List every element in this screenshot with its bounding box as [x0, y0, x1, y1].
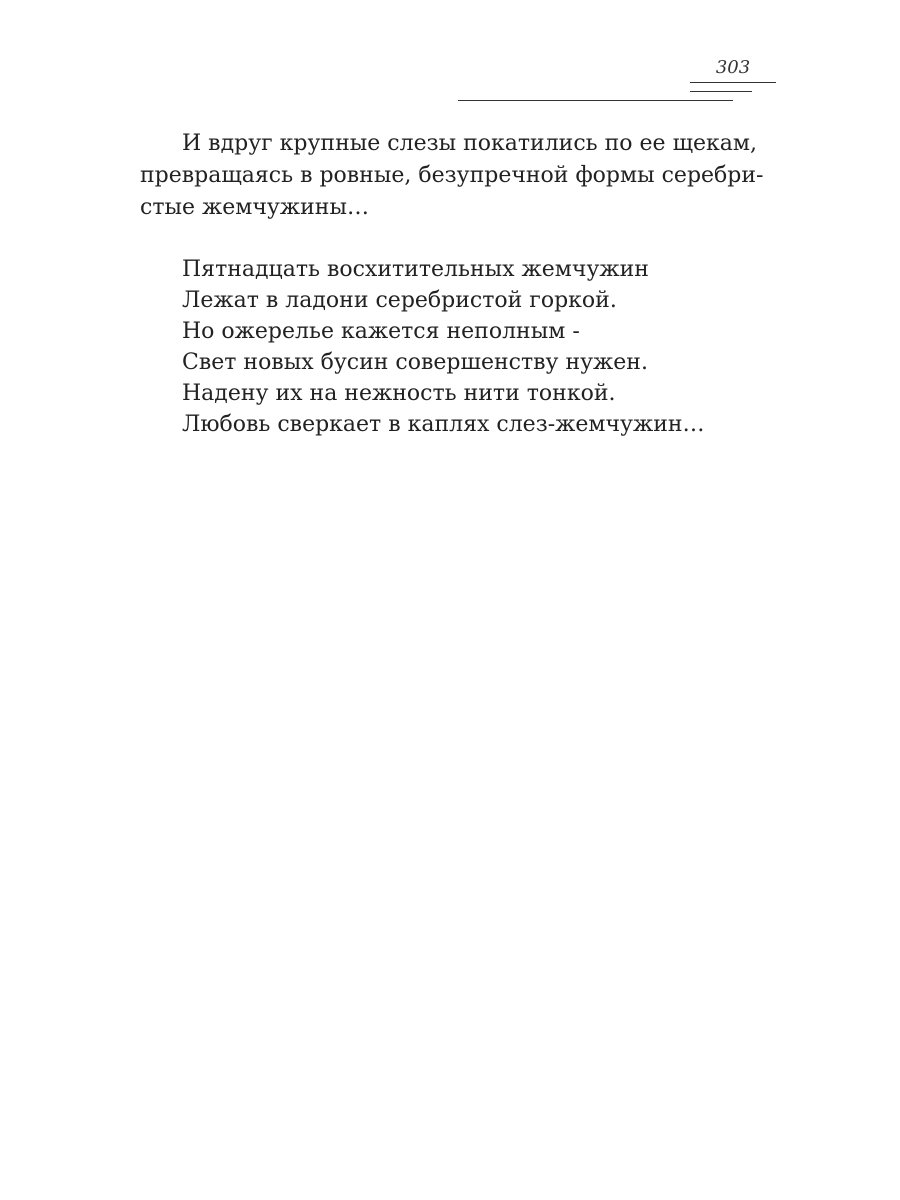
paragraph-line: превращаясь в ровные, безупречной формы серебри- — [140, 163, 764, 188]
page-body — [140, 128, 780, 440]
poem-stanza — [140, 254, 780, 440]
header-rule-long — [458, 100, 733, 101]
prose-paragraph — [140, 128, 780, 224]
poem-line: Надену их на нежность нити тонкой. — [182, 381, 616, 406]
page-number: 303 — [715, 57, 751, 78]
paragraph-line: стые жемчужины… — [140, 195, 369, 220]
poem-line: Пятнадцать восхитительных жемчужин — [182, 257, 649, 282]
poem-line: Любовь сверкает в каплях слез-жемчужин… — [182, 412, 705, 437]
poem-line: Но ожерелье кажется неполным - — [182, 319, 580, 344]
header-rule-middle — [690, 91, 752, 92]
poem-line: Свет новых бусин совершенству нужен. — [182, 350, 648, 375]
header-rule-top — [690, 82, 776, 83]
poem-line: Лежат в ладони серебристой горкой. — [182, 288, 617, 313]
page-header — [0, 0, 900, 110]
paragraph-line: И вдруг крупные слезы покатились по ее щекам, — [182, 131, 758, 156]
